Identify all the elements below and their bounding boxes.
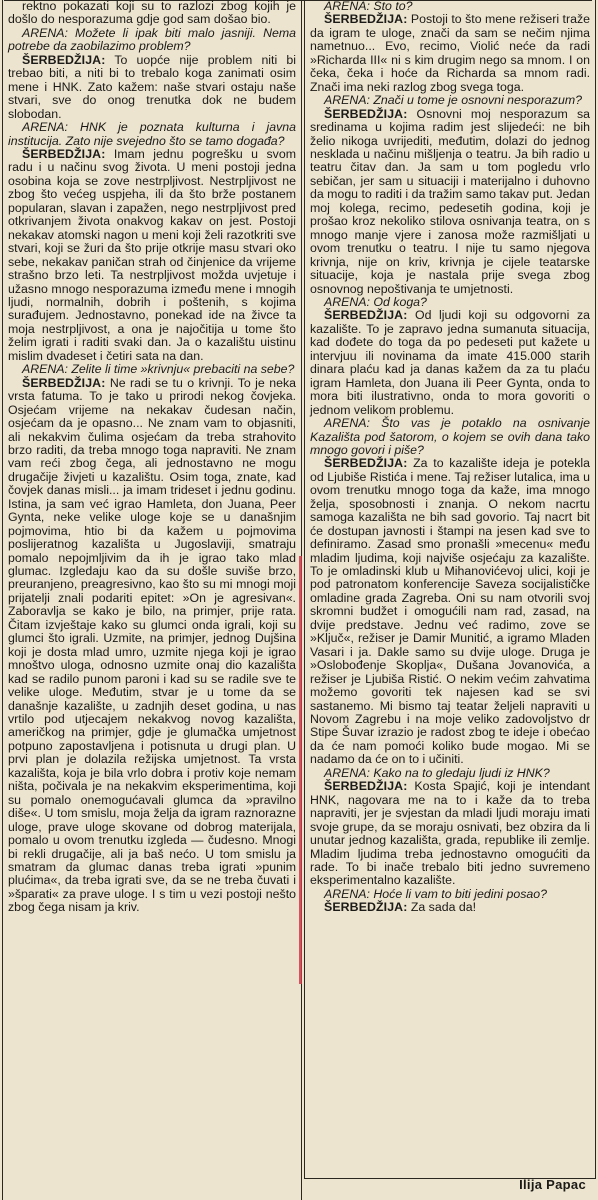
paragraph-text: ARENA: Od koga?: [324, 294, 427, 309]
paragraph-text: rektno pokazati koji su to razlozi zbog kojih je došlo do nesporazuma gdje god sam došao bio.: [8, 0, 296, 27]
paragraph-text: Osnovni moj nesporazum sa sredinama u kojima radim jest slijedeći: ne bih želio nikoga uvrijediti, međutim, dolazi do jednog nesklada u načinu mišljenja o teatru. Ja bih radio u teatru čitav dan. Ja sam u tom pogledu vrlo sebičan, jer sam u situaciji i materijalno i duhovno da mogu to raditi i da tražim samo takav put. Jedan moj kolega, recimo, pedesetih godina, koji je prošao kroz nekoliko stilova osnivanja teatra, on s mnogo manje vjere i zanosa može razmišljati u ovom trenutku o teatru. I nije tu samo njegova krivnja, nije on kriv, krivnja je cijele teatarske situacije, koja je nastala prije svega zbog osnovnog nepoštivanja te umjetnosti.: [310, 106, 590, 296]
interview-answer: [8, 377, 296, 915]
paragraph-text: ARENA: Što vas je potaklo na osnivanje Kazališta pod šatorom, o kojem se ovih dana tako mnogo govori i piše?: [310, 416, 590, 457]
paragraph-text: Od ljudi koji su odgovorni za kazalište. To je zapravo jedna sumanuta situacija, kad dođete do toga da po pedeseti put kažete u intervjuu ili novinama da imate 415.000 starih dinara plaću kad ja danas kažem da za tu plaću igram Hamleta, don Juana ili Peer Gynta, onda to mora biti ilustrativno, onda to mora govoriti o jednom velikom problemu.: [310, 308, 590, 417]
paragraph-text: Za sada da!: [410, 900, 477, 915]
paragraph-text: ARENA: HNK je poznata kulturna i javna institucija. Zato nije svejedno što se tamo događa?: [8, 120, 296, 148]
speaker-name: ŠERBEDŽIJA:: [324, 308, 408, 323]
interview-answer: [8, 148, 296, 363]
speaker-name: ŠERBEDŽIJA:: [324, 900, 408, 915]
paragraph-text: Postoji to što mene režiseri traže da igram te uloge, znači da sam se nečim njima nametnuo... Evo, recimo, Violić neće da radi »Richarda III« ni s kim drugim nego sa mnom. I on čeka, čeka i hoće da Richarda sa mnom radi. Znači ima neki razlog zbog svega toga.: [310, 12, 590, 94]
paragraph-text: Imam jednu pogrešku u svom radu i u načinu svog života. U meni postoji jedna osobina koja se zove nestrpljivost. Nestrpljivost ne zbog što većeg uspjeha, ili da što brže postanem popularan, slavan i zapažen, nego nestrpljivost pred otkrivanjem života onakvog kakav on jest. Postoji nekakav atomski nagon u meni koji želi razotkriti sve stvari, koji se žuri da što prije otkrije masu stvari oko sebe, nekakav paničan strah od činjenice da vrijeme strašno brzo leti. Ta nestrpljivost možda uvjetuje i užasno mnogo nesporazuma između mene i mnogih ljudi, normalnih, dobrih i poštenih, s kojima surađujem. Jednostavno, ponekad ide na živce ta moja nestrpljivost, a ona je najočitija u tome što želim igrati i raditi svaki dan. Ja o kazalištu uistinu mislim dvadeset i četiri sata na dan.: [8, 146, 296, 363]
speaker-name: ŠERBEDŽIJA:: [22, 375, 106, 390]
paragraph-text: Ne radi se tu o krivnji. To je neka vrsta fatuma. To je tako u prirodi nekog čovjeka. Osjećam vrijeme na nekakav čudesan način, osjećam da je opasno... Ne znam vam to objasniti, ali nekakvim čulima osjećam da treba strahovito brzo raditi, da treba mnogo toga napraviti. Ne znam vam reći zbog čega, ali jednostavno ne mogu drugačije živjeti u kazalištu. Osim toga, znate, kad čovjek danas misli... ja imam trideset i jednu godinu. Istina, ja sam već igrao Hamleta, don Juana, Peer Gynta, neke velike uloge koje se u današnjim pojmovima, htio bi da kažem u pojmovima poslijeratnog kazališta u Jugoslaviji, smatraju pomalo nepojmljivim da ih je igrao tako mlad glumac. Izgledaju kao da su došle suviše brzo, preuranjeno, preagresivno, kao što su mi mnogi moji prijatelji znali podariti epitet: »On je agresivan«. Zaboravlja se kako je bilo, na primjer, prije rata. Čitam izvještaje kako su glumci onda igrali, koji su glumci što igrali. Uzmite, na primjer, jednog Dujšina koji je dosta mlad umro, uzmite njega koji je igrao mnoštvo uloga, odnosno uzmite onaj dio kazališta kad se radilo punom paroni i kad su se radile sve te velike uloge. Međutim, stvar je u tome da se današnje kazalište, u zadnjih deset godina, u nas vrtilo pod utjecajem nekakvog novog kazališta, američkog na primjer, gdje je glumačka umjetnost potpuno zapostavljena i potisnuta u drugi plan. U prvi plan je dolazila režijska umjetnost. Ta vrsta kazališta, koja je bila vrlo dobra i protiv koje nemam ništa, počivala je na nekakvim eksperimentima, koji su pomalo onemogućavali glumca da »pravilno diše«. U tom smislu, moja želja da igram raznorazne uloge, prave uloge skovane od dobrog materijala, pomalo u ovom trenutku izgleda — čudesno. Mnogi bi rekli drugačije, ali ja baš nećo. U tom smislu ja smatram da glumac danas treba igrati »punim plućima«, da treba igrati sve, da se ne treba čuvati i »šparati« za prave uloge. I s tim u vezi postoji nešto zbog čega nisam ja kriv.: [8, 375, 296, 915]
interview-answer: [8, 0, 296, 27]
interview-question: [310, 417, 590, 457]
interview-question: [8, 363, 296, 376]
speaker-name: ŠERBEDŽIJA:: [22, 146, 106, 161]
interview-answer: [310, 309, 590, 417]
speaker-name: ŠERBEDŽIJA:: [324, 106, 408, 121]
right-column: [304, 0, 596, 1178]
paragraph-text: To uopće nije problem niti bi trebao biti, a niti bi to trebalo koga zanimati osim mene i HNK. Zato kažem: naše stvari ostaju naše stvari, sve do onog trenutka dok ne budem slobodan.: [8, 52, 296, 121]
left-column: [2, 0, 302, 1200]
paragraph-text: ARENA: Hoće li vam to biti jedini posao?: [324, 886, 547, 901]
paragraph-text: ARENA: Znači u tome je osnovni nesporazum?: [324, 93, 582, 108]
red-margin-mark: [299, 556, 302, 984]
interview-question: [8, 27, 296, 54]
paragraph-text: Za to kazalište ideja je potekla od Ljubiše Ristića i mene. Taj režiser lutalica, ima u ovom trenutku mnogo toga da kaže, ima mnogo želja, sposobnosti i znanja. O nekom nacrtu samoga kazališta ne bih sad govorio. Taj nacrt bit će dostupan javnosti i štampi na jesen kad sve to definiramo. Zasad smo pronašli »mecenu« među mladim ljudima, koji najviše osjećaju za kazalište. To je omladinski klub u Mihanovićevoj ulici, koji je pod patronatom konferencije Saveza socijalističke omladine grada Zagreba. Oni su nam otvorili svoj skromni budžet i omogućili nam rad, zasad, na dvije predstave. Jednu već radimo, zove se »Ključ«, režiser je Damir Munitić, a igramo Mladen Vasari i ja. Dakle samo su dvije uloge. Druga je »Oslobođenje Skoplja«, Dušana Jovanovića, a režiser je Ljubiša Ristić. O nekim većim zahvatima možemo govoriti tek najesen kad se svi sastanemo. Mi bismo taj teatar željeli napraviti u Novom Zagrebu i na moje veliko zadovoljstvo dr Stipe Šuvar izrazio je radost zbog te ideje i obećao da će nam pomoći koliko bude mogao. Mi se nadamo da će on to i učiniti.: [310, 456, 590, 767]
interview-answer: [8, 54, 296, 121]
speaker-name: ŠERBEDŽIJA:: [324, 779, 408, 794]
interview-answer: [310, 901, 590, 914]
paragraph-text: ARENA: Zelite li time »krivnju« prebaciti na sebe?: [22, 362, 295, 377]
interview-answer: [310, 457, 590, 766]
interview-answer: [310, 13, 590, 94]
paragraph-text: ARENA: Što to?: [324, 0, 413, 13]
paragraph-text: Kosta Spajić, koji je intendant HNK, nagovara me na to i kaže da to treba napraviti, jer je svjestan da mladi ljudi moraju imati svoje grupe, da se moraju osnivati, bez obzira da li unutar jednog kazališta, grada, republike ili zemlje. Mladim ljudima treba jednostavno omogućiti da rade. To bi inače trebalo biti jedno suvremeno eksperimentalno kazalište.: [310, 779, 590, 888]
author-byline: Ilija Papac: [519, 1177, 586, 1192]
paragraph-text: ARENA: Kako na to gledaju ljudi iz HNK?: [324, 765, 550, 780]
interview-question: [310, 94, 590, 107]
paragraph-text: ARENA: Možete li ipak biti malo jasniji. Nema potrebe da zaobilazimo problem?: [8, 25, 296, 54]
speaker-name: ŠERBEDŽIJA:: [22, 52, 106, 67]
speaker-name: ŠERBEDŽIJA:: [324, 12, 408, 27]
interview-answer: [310, 108, 590, 296]
interview-answer: [310, 780, 590, 888]
interview-question: [8, 121, 296, 148]
speaker-name: ŠERBEDŽIJA:: [324, 456, 408, 471]
